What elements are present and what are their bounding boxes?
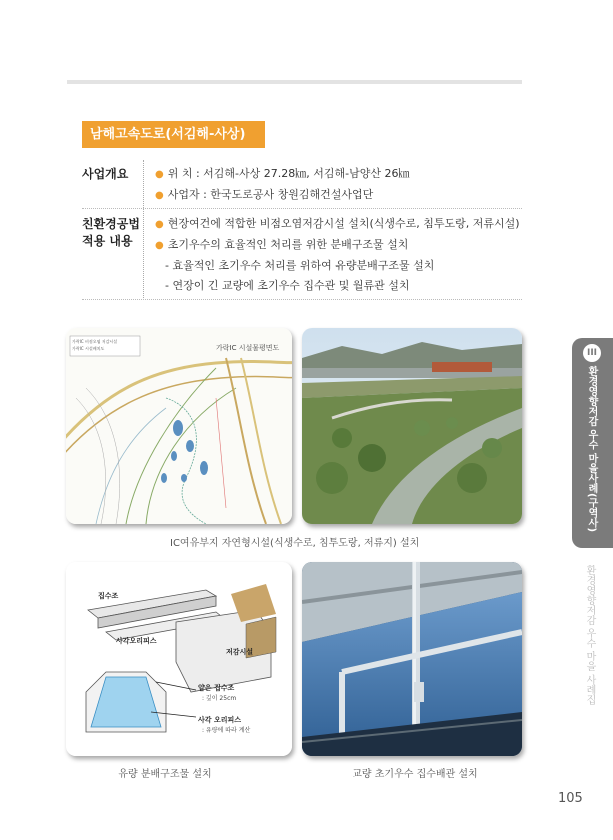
eco-label-line1: 친환경공법 — [82, 217, 140, 231]
book-title: 환경영향저감 우수 마을 사례집 — [584, 565, 595, 705]
section-title: 남해고속도로(서김해-사상) — [82, 121, 265, 148]
label-shallow-collector: 얕은 집수조 — [198, 684, 235, 692]
site-plan-drawing — [66, 328, 292, 524]
bridge-photo — [302, 562, 522, 756]
label-depth: : 깊이 25cm — [202, 695, 237, 702]
bullet-icon: ● — [155, 240, 164, 251]
ic-site-plan-map — [66, 328, 292, 524]
label-square-orifice-2: 사각 오리피스 — [198, 716, 242, 724]
chapter-number: III — [583, 344, 601, 362]
row-divider — [82, 208, 522, 209]
label-reduction-facility: 저감시설 — [226, 648, 254, 656]
label-square-orifice: 사각오리피스 — [116, 637, 157, 645]
row-divider — [82, 299, 522, 300]
eco-label-line2: 적용 내용 — [82, 234, 133, 248]
map-legend-1: 가락IC 비점오염 저감시설 — [72, 339, 118, 344]
distribution-structure-drawing — [66, 562, 292, 756]
overview-item: ● 사업자 : 한국도로공사 창원김해건설사업단 — [155, 188, 374, 201]
bridge-pipe-photo — [302, 562, 522, 756]
ic-natural-facility-photo — [302, 328, 522, 524]
label-flow-note: : 유량에 따라 계산 — [202, 727, 251, 734]
eco-subitem: - 연장이 긴 교량에 초기우수 집수관 및 월류관 설치 — [165, 279, 410, 292]
caption-bottom-right: 교량 초기우수 집수배관 설치 — [352, 769, 478, 780]
eco-subitem: - 효율적인 초기우수 처리를 위하여 유량분배구조물 설치 — [165, 259, 435, 272]
bullet-icon: ● — [155, 190, 164, 201]
overview-item: ● 위 치 : 서김해-사상 27.28㎞, 서김해-남양산 26㎞ — [155, 167, 410, 180]
map-legend-2: 가락IC 시설배치도 — [72, 346, 105, 351]
map-title: 가락IC 시설물평면도 — [216, 344, 280, 352]
landscape-photo — [302, 328, 522, 524]
page-number: 105 — [558, 791, 583, 806]
eco-item: ● 초기우수의 효율적인 처리를 위한 분배구조물 설치 — [155, 238, 409, 251]
bullet-icon: ● — [155, 169, 164, 180]
caption-bottom-left: 유량 분배구조물 설치 — [118, 769, 212, 780]
bullet-icon: ● — [155, 219, 164, 230]
vertical-divider — [143, 160, 144, 298]
flow-distribution-diagram — [66, 562, 292, 756]
label-collector: 집수조 — [98, 592, 119, 600]
caption-top: IC여유부지 자연형시설(식생수로, 침투도랑, 저류지) 설치 — [170, 538, 420, 549]
overview-label: 사업개요 — [82, 167, 129, 181]
top-rule — [67, 80, 522, 84]
chapter-title: 환경영향저감 우수 마을사례(구역사) — [586, 366, 597, 533]
eco-item: ● 현장여건에 적합한 비점오염저감시설 설치(식생수로, 침투도랑, 저류시설) — [155, 217, 520, 230]
